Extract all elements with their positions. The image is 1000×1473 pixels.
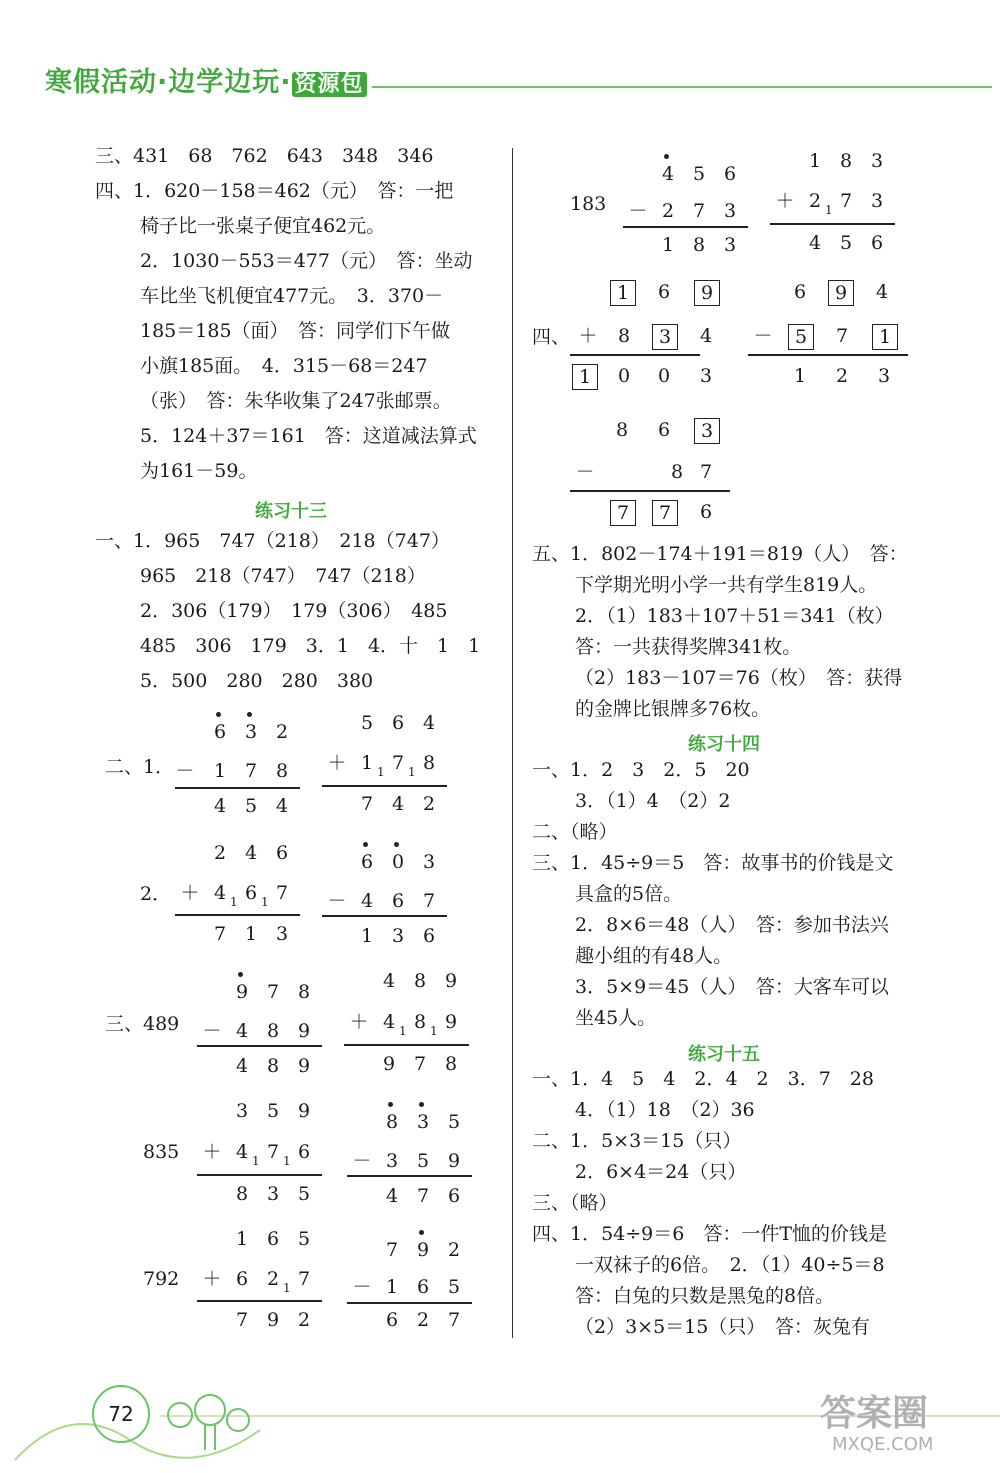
header-badge: 资源包: [292, 72, 367, 97]
digit: 9: [297, 1020, 311, 1042]
digit: 5: [447, 1276, 461, 1298]
digit: 7: [422, 890, 436, 912]
operator: －: [352, 1276, 372, 1298]
operator: ＋: [202, 1141, 222, 1163]
sum-line: [347, 1302, 472, 1304]
left13-line-2: 965 218（747） 747（218）: [140, 565, 426, 587]
sum-line: [347, 1175, 472, 1177]
digit: 7: [835, 325, 849, 347]
calc-694-minus-571: [748, 280, 908, 400]
digit: 4: [382, 970, 396, 992]
digit: 4: [235, 1141, 249, 1163]
digit: 3: [877, 365, 891, 387]
carry-digit: 1: [283, 1154, 291, 1168]
borrow-dot: [216, 712, 221, 717]
digit: 7: [385, 1239, 399, 1261]
digit: 7: [297, 1268, 311, 1290]
digit: 2: [275, 721, 289, 743]
digit: 6: [244, 882, 258, 904]
borrow-dot: [363, 842, 368, 847]
digit: 6: [275, 842, 289, 864]
digit: 8: [385, 1111, 399, 1133]
right15-line-9: （2）3×5＝15（只） 答：灰兔有: [575, 1316, 870, 1338]
digit: 7: [235, 1309, 249, 1331]
operator: －: [753, 325, 773, 347]
right14-line-4: 三、1．45÷9＝5 答：故事书的价钱是文: [532, 852, 894, 874]
digit: 6: [213, 721, 227, 743]
digit: 4: [391, 793, 405, 815]
digit: 7: [275, 882, 289, 904]
digit: 2: [808, 190, 822, 212]
digit: 1: [360, 752, 374, 774]
sum-line: [322, 785, 447, 787]
sum-line: [344, 1044, 469, 1046]
digit: 4: [808, 232, 822, 254]
digit: 3: [416, 1111, 430, 1133]
digit: 2: [213, 842, 227, 864]
label-si: 四、: [532, 326, 571, 348]
operator: ＋: [578, 325, 598, 347]
sum-line: [175, 787, 300, 789]
digit: 7: [266, 1141, 280, 1163]
digit: 8: [670, 461, 684, 483]
answer-box: 1: [872, 324, 898, 350]
digit: 8: [413, 970, 427, 992]
digit: 6: [870, 232, 884, 254]
operator: ＋: [327, 752, 347, 774]
calc-835-minus-359: [347, 1110, 472, 1230]
digit: 1: [661, 234, 675, 256]
digit: 4: [875, 281, 889, 303]
digit: 8: [692, 234, 706, 256]
digit: 9: [444, 1011, 458, 1033]
operator: －: [175, 760, 195, 782]
digit: 8: [235, 1183, 249, 1205]
digit: 2: [422, 793, 436, 815]
sum-line: [197, 1174, 322, 1176]
header-title: [45, 60, 367, 99]
digit: 6: [723, 163, 737, 185]
digit: 1: [385, 1276, 399, 1298]
operator: ＋: [775, 190, 795, 212]
label-835: 835: [143, 1141, 180, 1163]
digit: 9: [416, 1239, 430, 1261]
digit: 8: [444, 1053, 458, 1075]
operator: －: [575, 461, 595, 483]
right14-line-6: 2．8×6＝48（人） 答：参加书法兴: [575, 914, 889, 936]
digit: 4: [699, 325, 713, 347]
page-number: 72: [92, 1385, 150, 1443]
borrow-dot: [388, 1102, 393, 1107]
digit: 1: [793, 365, 807, 387]
sum-line: [748, 354, 908, 356]
digit: 6: [447, 1185, 461, 1207]
calc-978-minus-489: [197, 980, 322, 1100]
right15-line-2: 4．（1）18 （2）36: [575, 1099, 755, 1121]
operator: ＋: [349, 1011, 369, 1033]
digit: 5: [447, 1111, 461, 1133]
digit: 5: [692, 163, 706, 185]
calc-863-minus-87: [570, 418, 730, 538]
borrow-dot: [419, 1102, 424, 1107]
left13-line-4: 485 306 179 3．1 4．十 1 1: [140, 635, 481, 657]
right14-line-8: 3．5×9＝45（人） 答：大客车可以: [575, 976, 889, 998]
digit: 8: [275, 760, 289, 782]
digit: 8: [617, 325, 631, 347]
operator: －: [202, 1020, 222, 1042]
digit: 4: [661, 163, 675, 185]
digit: 9: [444, 970, 458, 992]
right15-line-4: 2．6×4＝24（只）: [575, 1161, 747, 1183]
digit: 8: [266, 1020, 280, 1042]
digit: 3: [870, 150, 884, 172]
digit: 5: [266, 1100, 280, 1122]
left13-line-1: 一、1．965 747（218） 218（747）: [95, 530, 450, 552]
sum-line: [197, 1045, 322, 1047]
digit: 2: [447, 1239, 461, 1261]
calc-564-plus-178: [322, 714, 447, 834]
operator: －: [628, 200, 648, 222]
sum-line: [175, 914, 300, 916]
left-line-8: （张） 答：朱华收集了247张邮票。: [140, 390, 452, 412]
right15-line-3: 二、1．5×3＝15（只）: [532, 1130, 742, 1152]
digit: 9: [297, 1100, 311, 1122]
digit: 1: [360, 925, 374, 947]
answer-box: 1: [610, 280, 636, 306]
digit: 7: [416, 1185, 430, 1207]
carry-digit: 1: [825, 203, 833, 217]
digit: 3: [723, 234, 737, 256]
label-er-2: 2．: [140, 883, 172, 905]
digit: 7: [692, 200, 706, 222]
watermark-url: MXQE.COM: [832, 1434, 934, 1455]
section-title-13: 练习十三: [255, 501, 327, 522]
right14-line-5: 具盒的5倍。: [575, 883, 683, 905]
digit: 1: [235, 1228, 249, 1250]
sum-line: [570, 490, 730, 492]
digit: 3: [391, 925, 405, 947]
label-er-1: 二、1．: [105, 756, 175, 778]
digit: 6: [297, 1141, 311, 1163]
section-title-14: 练习十四: [688, 734, 760, 755]
digit: 6: [385, 1309, 399, 1331]
borrow-dot: [419, 1230, 424, 1235]
calc-603-minus-467: [322, 850, 447, 970]
digit: 0: [391, 851, 405, 873]
digit: 4: [422, 712, 436, 734]
answer-box: 7: [652, 500, 678, 526]
digit: 8: [615, 419, 629, 441]
digit: 6: [391, 890, 405, 912]
digit: 6: [360, 851, 374, 873]
answer-box: 9: [828, 280, 854, 306]
digit: 6: [699, 501, 713, 523]
digit: 4: [235, 1055, 249, 1077]
operator: －: [327, 890, 347, 912]
answer-box: 5: [788, 324, 814, 350]
digit: 3: [422, 851, 436, 873]
left-line-7: 小旗185面。 4．315－68＝247: [140, 355, 428, 377]
digit: 5: [297, 1183, 311, 1205]
digit: 7: [266, 981, 280, 1003]
digit: 4: [382, 1011, 396, 1033]
carry-digit: 1: [230, 895, 238, 909]
digit: 3: [723, 200, 737, 222]
digit: 5: [360, 712, 374, 734]
carry-digit: 1: [399, 1024, 407, 1038]
right15-line-6: 四、1．54÷9＝6 答：一件T恤的价钱是: [532, 1223, 888, 1245]
digit: 4: [244, 842, 258, 864]
digit: 3: [385, 1150, 399, 1172]
header-title-text: 寒假活动·边学边玩·: [45, 67, 292, 98]
digit: 7: [447, 1309, 461, 1331]
digit: 8: [422, 752, 436, 774]
left13-line-5: 5．500 280 280 380: [140, 670, 374, 692]
digit: 2: [297, 1309, 311, 1331]
digit: 9: [447, 1150, 461, 1172]
answer-box: 1: [572, 364, 598, 390]
digit: 5: [244, 795, 258, 817]
digit: 2: [266, 1268, 280, 1290]
label-183: 183: [570, 193, 607, 215]
digit: 2: [416, 1309, 430, 1331]
right-wu-line-1: 五、1．802－174＋191＝819（人） 答：: [532, 543, 908, 565]
digit: 1: [244, 923, 258, 945]
digit: 1: [808, 150, 822, 172]
digit: 7: [360, 793, 374, 815]
digit: 3: [870, 190, 884, 212]
left-line-10: 为161－59。: [140, 460, 258, 482]
carry-digit: 1: [252, 1154, 260, 1168]
right14-line-2: 3．（1）4 （2）2: [575, 790, 731, 812]
label-san: 三、489: [105, 1013, 180, 1035]
right-wu-line-4: 答：一共获得奖牌341枚。: [575, 636, 802, 658]
carry-digit: 1: [283, 1281, 291, 1295]
digit: 6: [266, 1228, 280, 1250]
borrow-dot: [394, 842, 399, 847]
calc-165-plus-627: [197, 1230, 322, 1350]
digit: 4: [360, 890, 374, 912]
digit: 1: [213, 760, 227, 782]
digit: 8: [839, 150, 853, 172]
operator: ＋: [180, 882, 200, 904]
calc-456-minus-273: [623, 162, 748, 282]
answer-box: 7: [610, 500, 636, 526]
digit: 7: [244, 760, 258, 782]
left-line-6: 185＝185（面） 答：同学们下午做: [140, 320, 451, 342]
digit: 6: [793, 281, 807, 303]
digit: 3: [244, 721, 258, 743]
digit: 7: [413, 1053, 427, 1075]
calc-632-minus-178: [175, 720, 300, 840]
digit: 0: [617, 365, 631, 387]
left-line-5: 车比坐飞机便宜477元。 3．370－: [140, 285, 444, 307]
digit: 6: [422, 925, 436, 947]
label-792: 792: [143, 1268, 180, 1290]
left-line-2: 四、1．620－158＝462（元） 答：一把: [95, 180, 454, 202]
left-line-1: 三、431 68 762 643 348 346: [95, 145, 434, 167]
digit: 8: [266, 1055, 280, 1077]
column-divider: [512, 148, 513, 1338]
header-rule: [372, 86, 992, 88]
right-wu-line-3: 2．（1）183＋107＋51＝341（枚）: [575, 605, 894, 627]
operator: ＋: [202, 1268, 222, 1290]
calc-169-plus-834: [570, 280, 714, 400]
digit: 6: [235, 1268, 249, 1290]
digit: 5: [839, 232, 853, 254]
digit: 7: [839, 190, 853, 212]
digit: 5: [416, 1150, 430, 1172]
digit: 7: [213, 923, 227, 945]
borrow-dot: [664, 154, 669, 159]
right-wu-line-5: （2）183－107＝76（枚） 答：获得: [575, 667, 903, 689]
calc-489-plus-489: [344, 972, 469, 1092]
sum-line: [770, 223, 895, 225]
section-title-15: 练习十五: [688, 1044, 760, 1065]
digit: 6: [657, 281, 671, 303]
borrow-dot: [247, 712, 252, 717]
right15-line-1: 一、1．4 5 4 2．4 2 3．7 28: [532, 1068, 874, 1090]
digit: 9: [297, 1055, 311, 1077]
digit: 5: [297, 1228, 311, 1250]
digit: 8: [413, 1011, 427, 1033]
left-line-4: 2．1030－553＝477（元） 答：坐动: [140, 250, 473, 272]
digit: 4: [275, 795, 289, 817]
digit: 6: [391, 712, 405, 734]
answer-box: 9: [694, 280, 720, 306]
digit: 3: [266, 1183, 280, 1205]
digit: 6: [657, 419, 671, 441]
digit: 9: [266, 1309, 280, 1331]
digit: 4: [385, 1185, 399, 1207]
right15-line-8: 答：白兔的只数是黑兔的8倍。: [575, 1285, 835, 1307]
right15-line-5: 三、（略）: [532, 1192, 618, 1214]
right15-line-7: 一双袜子的6倍。 2．（1）40÷5＝8: [575, 1254, 885, 1276]
calc-183-plus-273: [770, 152, 895, 272]
carry-digit: 1: [377, 765, 385, 779]
left13-line-3: 2．306（179） 179（306） 485: [140, 600, 448, 622]
digit: 3: [699, 365, 713, 387]
digit: 7: [699, 461, 713, 483]
digit: 2: [835, 365, 849, 387]
calc-792-minus-165: [347, 1238, 472, 1358]
carry-digit: 1: [408, 765, 416, 779]
digit: 3: [275, 923, 289, 945]
right14-line-7: 趣小组的有48人。: [575, 945, 733, 967]
right14-line-1: 一、1．2 3 2．5 20: [532, 759, 750, 781]
digit: 7: [391, 752, 405, 774]
digit: 0: [657, 365, 671, 387]
digit: 2: [661, 200, 675, 222]
left-line-9: 5．124＋37＝161 答：这道减法算式: [140, 425, 477, 447]
digit: 9: [382, 1053, 396, 1075]
watermark-logo: 答案圈: [820, 1393, 929, 1434]
digit: 3: [235, 1100, 249, 1122]
right14-line-9: 坐45人。: [575, 1007, 657, 1029]
left-line-3: 椅子比一张桌子便宜462元。: [140, 215, 386, 237]
digit: 9: [235, 981, 249, 1003]
sum-line: [197, 1300, 322, 1302]
calc-246-plus-467: [175, 844, 300, 964]
sum-line: [623, 226, 748, 228]
sum-line: [570, 354, 700, 356]
carry-digit: 1: [261, 895, 269, 909]
right14-line-3: 二、（略）: [532, 821, 618, 843]
sum-line: [322, 915, 447, 917]
right-wu-line-6: 的金牌比银牌多76枚。: [575, 698, 771, 720]
calc-359-plus-476: [197, 1102, 322, 1222]
digit: 4: [213, 795, 227, 817]
digit: 6: [416, 1276, 430, 1298]
answer-box: 3: [652, 324, 678, 350]
digit: 4: [235, 1020, 249, 1042]
carry-digit: 1: [430, 1024, 438, 1038]
right-wu-line-2: 下学期光明小学一共有学生819人。: [575, 574, 878, 596]
borrow-dot: [238, 972, 243, 977]
digit: 4: [213, 882, 227, 904]
answer-box: 3: [694, 418, 720, 444]
operator: －: [352, 1150, 372, 1172]
digit: 8: [297, 981, 311, 1003]
